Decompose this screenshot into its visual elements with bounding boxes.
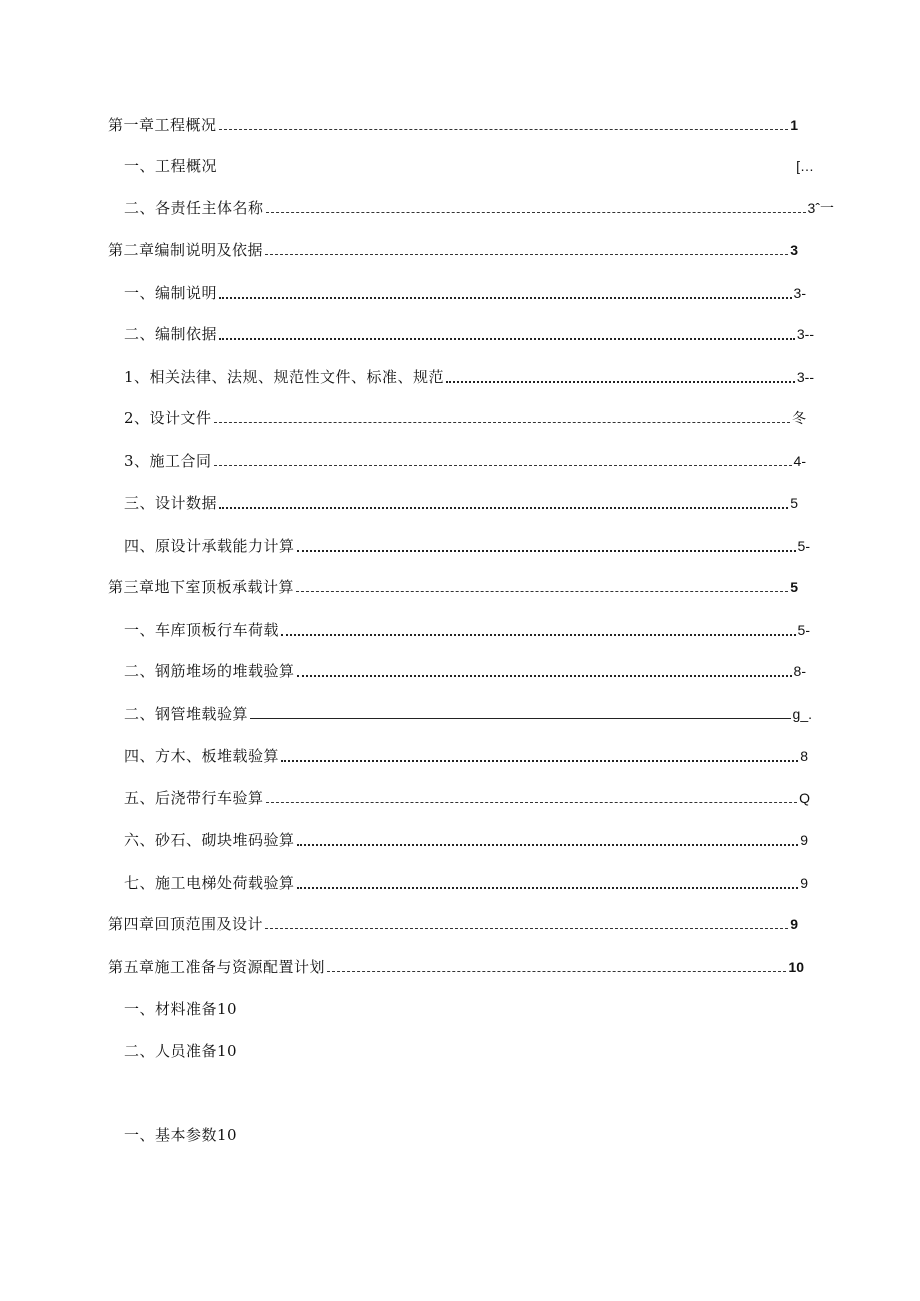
toc-entry-title: 二、编制依据	[124, 325, 218, 343]
leader-dots	[297, 887, 799, 889]
toc-entry-page: 5	[790, 579, 798, 595]
toc-entry[interactable]	[124, 407, 806, 429]
toc-entry[interactable]	[124, 450, 806, 472]
toc-entry-page: 10	[788, 959, 804, 975]
toc-entry[interactable]	[108, 239, 798, 261]
leader-dashes	[266, 212, 806, 213]
toc-entry-title: 五、后浇带行车验算	[124, 789, 264, 807]
toc-entry[interactable]	[124, 703, 812, 725]
toc-entry-title: 七、施工电梯处荷载验算	[124, 874, 295, 892]
toc-entry-page: 4-	[793, 453, 806, 469]
toc-entry-page: 3--	[796, 326, 814, 342]
toc-entry[interactable]	[124, 829, 808, 851]
toc-entry-title: 第四章回顶范围及设计	[108, 915, 264, 933]
toc-entry-title: 四、方木、板堆载验算	[124, 747, 280, 765]
toc-entry[interactable]	[124, 1040, 237, 1062]
toc-entry-page: 3--	[796, 369, 814, 385]
toc-entry[interactable]	[124, 323, 814, 345]
toc-entry-title: 二、人员准备10	[124, 1042, 238, 1060]
toc-entry-title: 二、各责任主体名称	[124, 199, 264, 217]
leader-dots	[297, 844, 799, 846]
toc-entry-page: 8	[800, 748, 808, 764]
toc-entry[interactable]	[108, 576, 798, 598]
leader-dashes	[214, 422, 790, 423]
toc-entry[interactable]	[124, 366, 814, 388]
leader-dashes	[219, 129, 789, 130]
toc-entry-title: 二、钢管堆载验算	[124, 705, 249, 723]
leader-dashes	[214, 465, 792, 466]
toc-entry-page: 3ˆ一	[807, 200, 834, 216]
toc-entry-title: 第五章施工准备与资源配置计划	[108, 958, 326, 976]
leader-dots	[281, 760, 798, 762]
toc-entry[interactable]	[124, 1124, 237, 1146]
toc-entry-title: 一、编制说明	[124, 284, 218, 302]
toc-entry-page: g_.	[792, 706, 812, 722]
toc-entry-title: 三、设计数据	[124, 494, 218, 512]
toc-entry[interactable]	[124, 787, 810, 809]
toc-entry[interactable]	[124, 197, 834, 219]
leader-dots	[219, 297, 792, 299]
toc-entry-title: 六、砂石、砌块堆码验算	[124, 831, 295, 849]
toc-entry[interactable]	[124, 872, 808, 894]
toc-entry[interactable]	[124, 492, 798, 514]
leader-dashes	[327, 971, 786, 972]
toc-entry[interactable]	[124, 619, 810, 641]
toc-entry[interactable]	[124, 535, 810, 557]
toc-entry-page: 1	[790, 117, 798, 133]
toc-entry-page: 冬	[792, 410, 806, 426]
leader-dashes	[296, 591, 788, 592]
toc-entry-title: 一、工程概况	[124, 157, 218, 175]
leader-dots	[219, 338, 795, 340]
toc-entry-title: 3、施工合同	[124, 452, 212, 470]
toc-entry-page: 3	[790, 242, 798, 258]
toc-entry[interactable]	[124, 155, 814, 177]
toc-entry-title: 2、设计文件	[124, 409, 212, 427]
toc-entry[interactable]	[124, 660, 806, 682]
toc-entry-page: […	[796, 158, 814, 174]
leader-dashes	[266, 802, 798, 803]
toc-entry-page: 3-	[793, 285, 806, 301]
toc-entry-title: 一、基本参数10	[124, 1126, 238, 1144]
toc-entry-title: 四、原设计承载能力计算	[124, 537, 295, 555]
toc-entry-title: 第三章地下室顶板承载计算	[108, 578, 295, 596]
toc-entry-page: 5	[790, 495, 798, 511]
toc-entry-page: 5-	[797, 538, 810, 554]
toc-entry[interactable]	[108, 956, 804, 978]
leader-dots	[297, 550, 796, 552]
toc-entry[interactable]	[108, 114, 798, 136]
toc-entry-page: 5-	[797, 622, 810, 638]
toc-entry[interactable]	[124, 282, 806, 304]
toc-entry-title: 第一章工程概况	[108, 116, 217, 134]
toc-entry-page: 9	[800, 875, 808, 891]
leader-dashes	[265, 254, 788, 255]
toc-entry-page: 9	[790, 916, 798, 932]
toc-entry[interactable]	[124, 998, 237, 1020]
toc-entry-title: 一、材料准备10	[124, 1000, 238, 1018]
toc-entry-title: 一、车库顶板行车荷载	[124, 621, 280, 639]
toc-entry-title: 第二章编制说明及依据	[108, 241, 264, 259]
leader-dashes	[265, 928, 788, 929]
toc-entry[interactable]	[108, 913, 798, 935]
leader-dots	[297, 675, 792, 677]
leader-dots	[446, 381, 795, 383]
toc-entry-page: 8-	[793, 663, 806, 679]
toc-entry-page: 9	[800, 832, 808, 848]
leader-line	[250, 718, 791, 719]
leader-dots	[281, 634, 796, 636]
toc-entry-title: 二、钢筋堆场的堆载验算	[124, 662, 295, 680]
leader-dots	[219, 507, 788, 509]
toc-entry-title: 1、相关法律、法规、规范性文件、标准、规范	[124, 368, 445, 386]
toc-entry-page: Q	[799, 790, 810, 806]
toc-entry[interactable]	[124, 745, 808, 767]
